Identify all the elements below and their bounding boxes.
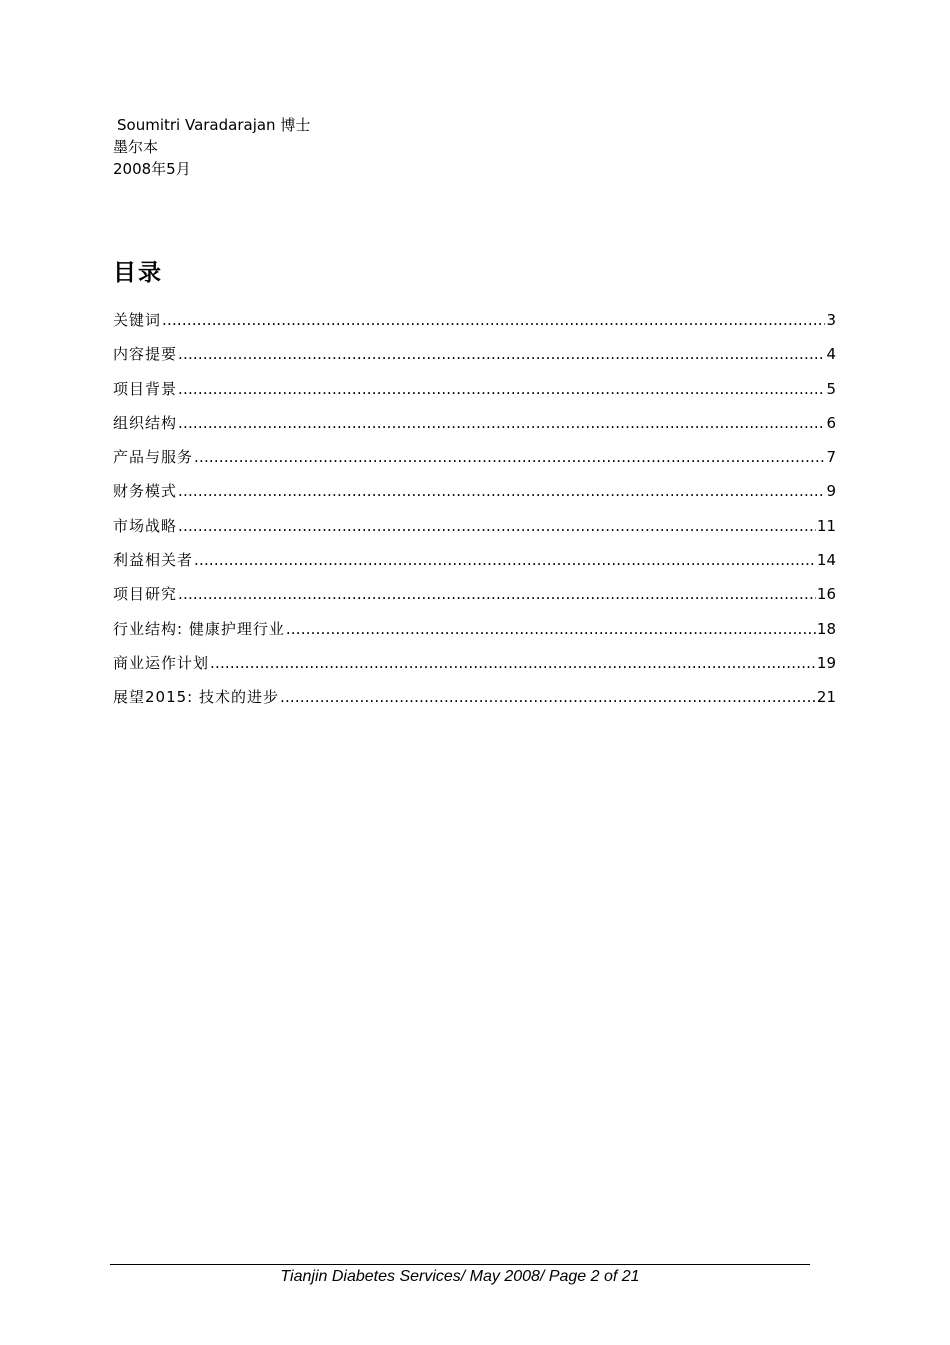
- toc-entry[interactable]: [113, 309, 836, 343]
- toc-entry-label[interactable]: 商业运作计划: [113, 653, 210, 672]
- toc-entry-page[interactable]: 21: [816, 688, 836, 707]
- toc-dot-leader: [210, 652, 816, 674]
- toc-entry[interactable]: [113, 515, 836, 549]
- toc-entry[interactable]: [113, 686, 836, 720]
- toc-entry-page[interactable]: 9: [826, 482, 836, 501]
- page-footer: Tianjin Diabetes Services/ May 2008/ Page 2 of 21: [280, 1268, 640, 1285]
- toc-entry[interactable]: [113, 446, 836, 480]
- toc-dot-leader: [178, 480, 825, 502]
- toc-entry-page[interactable]: 6: [826, 413, 836, 432]
- toc-entry-label[interactable]: 利益相关者: [113, 551, 194, 570]
- toc-dot-leader: [178, 515, 816, 537]
- document-date: 2008年5月: [113, 160, 191, 178]
- author-location: 墨尔本: [113, 138, 159, 156]
- author-name: Soumitri Varadarajan 博士: [117, 116, 311, 134]
- toc-entry-page[interactable]: 11: [816, 516, 836, 535]
- table-of-contents: [113, 309, 836, 721]
- toc-entry-label[interactable]: 项目背景: [113, 379, 178, 398]
- toc-entry-page[interactable]: 5: [826, 379, 836, 398]
- toc-entry-label[interactable]: 组织结构: [113, 413, 178, 432]
- toc-entry[interactable]: [113, 480, 836, 514]
- toc-dot-leader: [194, 446, 825, 468]
- footer-divider: [110, 1264, 810, 1265]
- toc-dot-leader: [178, 378, 825, 400]
- toc-entry-label[interactable]: 行业结构: 健康护理行业: [113, 619, 285, 638]
- toc-entry-label[interactable]: 财务模式: [113, 482, 178, 501]
- toc-entry[interactable]: [113, 343, 836, 377]
- toc-entry[interactable]: [113, 652, 836, 686]
- toc-entry[interactable]: [113, 378, 836, 412]
- toc-entry-label[interactable]: 产品与服务: [113, 448, 194, 467]
- toc-entry[interactable]: [113, 618, 836, 652]
- toc-dot-leader: [286, 618, 816, 640]
- toc-dot-leader: [178, 583, 816, 605]
- toc-entry-page[interactable]: 3: [826, 311, 836, 329]
- author-block: [113, 114, 310, 180]
- toc-entry-page[interactable]: 14: [816, 551, 836, 570]
- toc-entry-label[interactable]: 关键词: [113, 311, 162, 329]
- toc-entry-page[interactable]: 18: [816, 619, 836, 638]
- toc-entry-label[interactable]: 市场战略: [113, 516, 178, 535]
- toc-dot-leader: [178, 412, 825, 434]
- toc-entry-label[interactable]: 展望2015: 技术的进步: [113, 688, 279, 707]
- toc-dot-leader: [194, 549, 816, 571]
- toc-entry[interactable]: [113, 583, 836, 617]
- toc-entry-label[interactable]: 项目研究: [113, 585, 178, 604]
- toc-entry[interactable]: [113, 412, 836, 446]
- toc-title: 目录: [113, 260, 163, 286]
- toc-entry-label[interactable]: 内容提要: [113, 345, 178, 364]
- toc-entry-page[interactable]: 19: [816, 653, 836, 672]
- toc-entry-page[interactable]: 7: [826, 448, 836, 467]
- toc-dot-leader: [162, 309, 825, 331]
- toc-entry-page[interactable]: 16: [816, 585, 836, 604]
- toc-entry-page[interactable]: 4: [826, 345, 836, 364]
- toc-dot-leader: [178, 343, 825, 365]
- toc-dot-leader: [280, 686, 816, 708]
- toc-entry[interactable]: [113, 549, 836, 583]
